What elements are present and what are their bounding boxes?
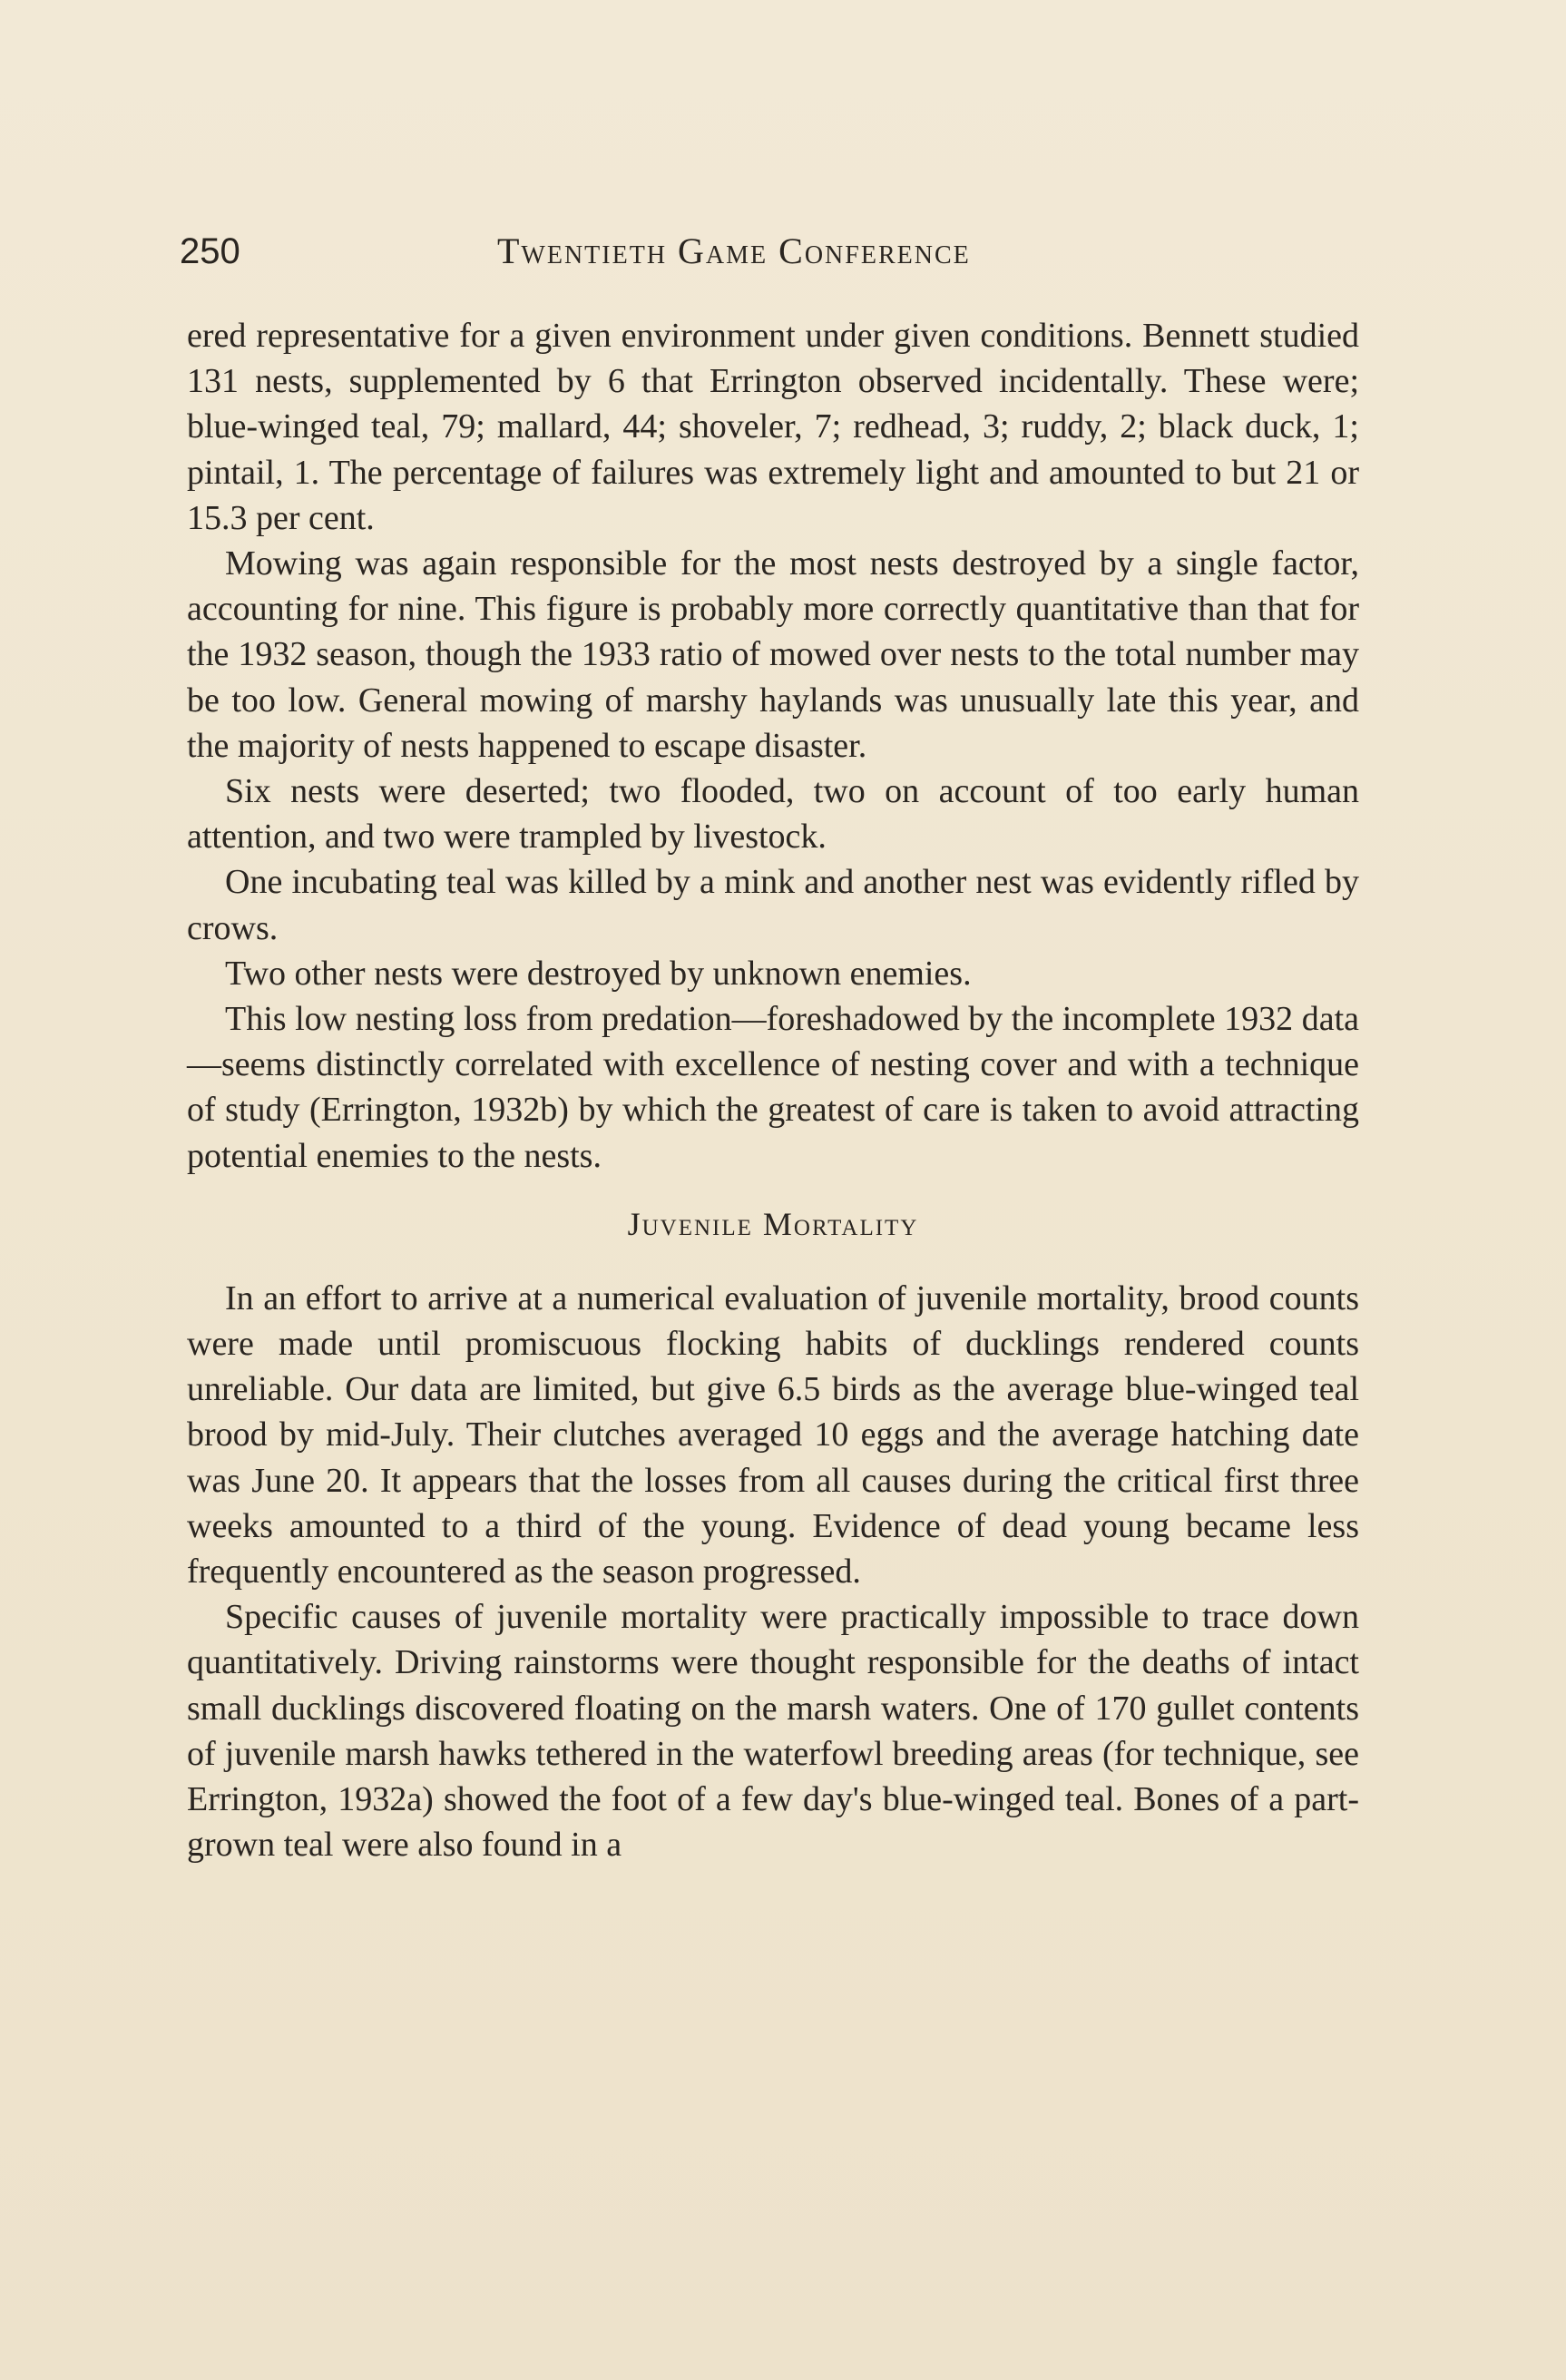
paragraph: ered representative for a given environment under given conditions. Bennett studied 131 nests, supplemented by 6 that Errington observed incidentally. These were; blue-winged teal, 79; mallard, 44; shoveler, 7; redhead, 3; ruddy, 2; black duck, 1; pintail, 1. The percentage of failures was extremely light and amounted to but 21 or 15.3 per cent.	[187, 317, 1359, 537]
running-title: Twentieth Game Conference	[497, 230, 971, 271]
paragraph: This low nesting loss from predation—foreshadowed by the incomplete 1932 data—seems distinctly correlated with excellence of nesting cover and with a technique of study (Errington, 1932b) by which the greatest of care is taken to avoid attracting potential enemies to the nests.	[187, 1000, 1359, 1175]
paragraph: Two other nests were destroyed by unknown enemies.	[225, 954, 972, 993]
running-head	[180, 224, 1357, 279]
paragraph: One incubating teal was killed by a mink and another nest was evidently rifled by crows.	[187, 863, 1359, 947]
section-heading: Juvenile Mortality	[627, 1205, 919, 1242]
body-text	[187, 313, 1359, 1868]
paragraph: Specific causes of juvenile mortality were practically impossible to trace down quantitatively. Driving rainstorms were thought responsible for the deaths of intact small ducklings discovered floating on the marsh waters. One of 170 gullet contents of juvenile marsh hawks tethered in the waterfowl breeding areas (for technique, see Errington, 1932a) showed the foot of a few day's blue-winged teal. Bones of a part-grown teal were also found in a	[187, 1598, 1359, 1865]
page-number: 250	[180, 231, 240, 271]
paragraph: Six nests were deserted; two flooded, two on account of too early human attention, and two were trampled by livestock.	[187, 772, 1359, 857]
paragraph: In an effort to arrive at a numerical evaluation of juvenile mortality, brood counts were made until promiscuous flocking habits of ducklings rendered counts unreliable. Our data are limited, but give 6.5 birds as the average blue-winged teal brood by mid-July. Their clutches averaged 10 eggs and the average hatching date was June 20. It appears that the losses from all causes during the critical first three weeks amounted to a third of the young. Evidence of dead young became less frequently encountered as the season progressed.	[187, 1278, 1359, 1592]
paragraph: Mowing was again responsible for the most nests destroyed by a single factor, accounting for nine. This figure is probably more correctly quantitative than that for the 1932 season, though the 1933 ratio of mowed over nests to the total number may be too low. General mowing of marshy haylands was unusually late this year, and the majority of nests happened to escape disaster.	[187, 544, 1359, 765]
